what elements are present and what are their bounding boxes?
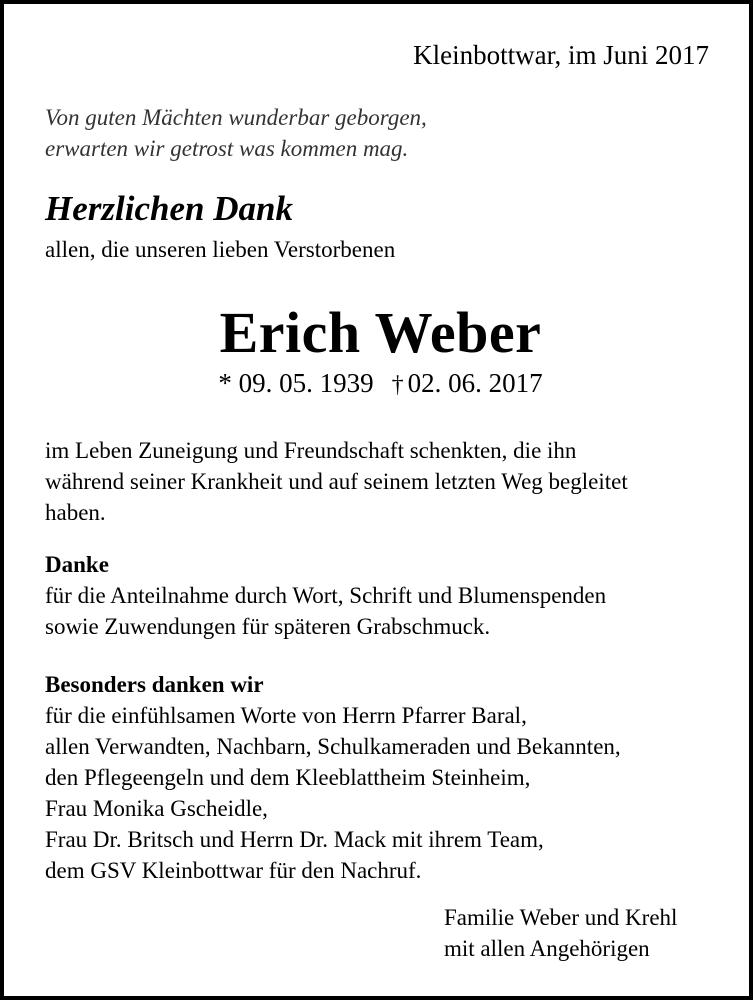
thanks-subline: allen, die unseren lieben Verstorbenen [45, 237, 396, 262]
quote-line: Von guten Mächten wunderbar geborgen, [45, 105, 427, 130]
signature [444, 902, 677, 964]
paragraph-heading: Besonders danken wir [45, 672, 264, 697]
quote [45, 102, 427, 164]
death-date: 02. 06. 2017 [407, 368, 543, 398]
cross-icon: † [391, 372, 404, 398]
paragraph-line: Frau Dr. Britsch und Herrn Dr. Mack mit ihrem Team, [45, 827, 544, 852]
paragraph-line: sowie Zuwendungen für späteren Grabschmuck. [45, 614, 491, 639]
paragraph-line: haben. [45, 500, 106, 525]
paragraph-line: während seiner Krankheit und auf seinem letzten Weg begleitet [45, 469, 628, 494]
place-date: Kleinbottwar, im Juni 2017 [413, 40, 709, 70]
paragraph-danke [45, 549, 606, 642]
paragraph-line: für die einfühlsamen Worte von Herrn Pfarrer Baral, [45, 703, 527, 728]
life-dates [4, 366, 753, 402]
signature-line: Familie Weber und Krehl [444, 905, 678, 930]
birth-date: * 09. 05. 1939 [218, 368, 374, 398]
paragraph-line: im Leben Zuneigung und Freundschaft schenkten, die ihn [45, 438, 577, 463]
paragraph-heading: Danke [45, 552, 109, 577]
signature-line: mit allen Angehörigen [444, 936, 650, 961]
paragraph-line: Frau Monika Gscheidle, [45, 796, 268, 821]
paragraph-line: allen Verwandten, Nachbarn, Schulkameraden und Bekannten, [45, 734, 621, 759]
paragraph-line: für die Anteilnahme durch Wort, Schrift und Blumenspenden [45, 583, 607, 608]
paragraph-line: dem GSV Kleinbottwar für den Nachruf. [45, 858, 422, 883]
paragraph-thanks-life [45, 435, 628, 528]
paragraph-besonders [45, 669, 621, 886]
thanks-heading: Herzlichen Dank [45, 189, 293, 228]
deceased-name: Erich Weber [219, 300, 542, 365]
paragraph-line: den Pflegeengeln und dem Kleeblattheim Steinheim, [45, 765, 531, 790]
quote-line: erwarten wir getrost was kommen mag. [45, 136, 409, 161]
